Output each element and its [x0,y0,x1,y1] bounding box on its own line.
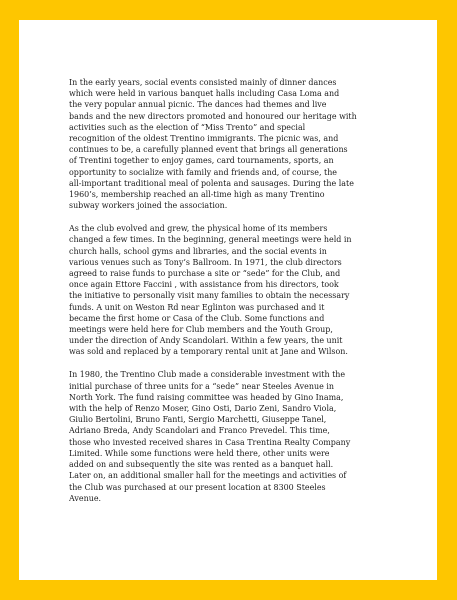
paragraph-gap [69,358,415,370]
text-line: changed a few times. In the beginning, general meetings were held in [69,235,352,245]
text-line: all-important traditional meal of polenta and sausages. During the late [69,178,354,188]
text-line: those who invested received shares in Casa Trentina Realty Company [69,437,351,447]
text-line: which were held in various banquet halls including Casa Loma and [69,89,340,99]
text-line: agreed to raise funds to purchase a site or “sede” for the Club, and [69,269,341,279]
paragraph-3 [69,369,415,503]
text-line: added on and subsequently the site was rented as a banquet hall. [69,460,334,470]
text-line: Limited. While some functions were held there, other units were [69,448,330,458]
text-line: meetings were held here for Club members and the Youth Group, [69,325,333,335]
paragraph-1 [69,77,415,211]
text-line: with the help of Renzo Moser, Gino Osti, Dario Zeni, Sandro Viola, [69,404,337,414]
text-line: Avenue. [69,493,102,503]
text-line: As the club evolved and grew, the physical home of its members [69,224,328,234]
text-line: became the first home or Casa of the Club. Some functions and [69,313,325,323]
document-page [19,20,437,580]
document-text [69,77,415,504]
text-line: was sold and replaced by a temporary rental unit at Jane and Wilson. [69,347,348,357]
text-line: initial purchase of three units for a “sede” near Steeles Avenue in [69,381,334,391]
text-line: activities such as the election of “Miss Trento” and special [69,122,306,132]
text-line: recognition of the oldest Trentino immigrants. The picnic was, and [69,134,339,144]
text-line: the initiative to personally visit many families to obtain the necessary [69,291,350,301]
text-line: church halls, school gyms and libraries, and the social events in [69,246,327,256]
text-line: 1960’s, membership reached an all-time high as many Trentino [69,190,325,200]
text-line: Adriano Breda, Andy Scandolari and Franco Prevedel. This time, [69,426,330,436]
text-line: the very popular annual picnic. The dances had themes and live [69,100,327,110]
text-line: various venues such as Tony’s Ballroom. In 1971, the club directors [69,257,342,267]
text-line: opportunity to socialize with family and friends and, of course, the [69,167,338,177]
text-line: the Club was purchased at our present location at 8300 Steeles [69,482,326,492]
text-line: In the early years, social events consisted mainly of dinner dances [69,78,337,87]
text-line: Giulio Bertolini, Bruno Fanti, Sergio Marchetti, Giuseppe Tanel, [69,415,327,425]
text-line: North York. The fund raising committee was headed by Gino Inama, [69,392,344,402]
text-line: continues to be, a carefully planned event that brings all generations [69,145,348,155]
text-line: under the direction of Andy Scandolari. Within a few years, the unit [69,336,343,346]
text-line: once again Ettore Faccini , with assistance from his directors, took [69,280,339,290]
paragraph-2 [69,223,415,357]
text-line: funds. A unit on Weston Rd near Eglinton was purchased and it [69,302,325,312]
text-line: Later on, an additional smaller hall for the meetings and activities of [69,471,347,481]
text-line: of Trentini together to enjoy games, card tournaments, sports, an [69,156,334,166]
text-line: subway workers joined the association. [69,201,228,211]
text-line: In 1980, the Trentino Club made a considerable investment with the [69,370,346,380]
paragraph-gap [69,211,415,223]
text-line: bands and the new directors promoted and honoured our heritage with [69,111,357,121]
